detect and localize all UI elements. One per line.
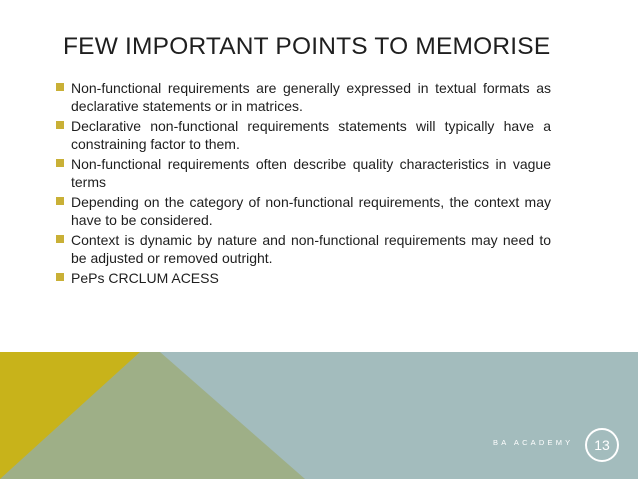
square-bullet-icon [56,121,64,129]
bullet-text: Depending on the category of non-functional requirements, the context may have to be considered. [71,194,551,228]
square-bullet-icon [56,235,64,243]
bullet-item [55,79,551,115]
bullet-item [55,193,551,229]
bullet-list [55,79,551,289]
bullet-text: Non-functional requirements often describe quality characteristics in vague terms [71,156,551,190]
footer-decoration [0,352,638,479]
bullet-item [55,117,551,153]
bullet-text: PePs CRCLUM ACESS [71,270,219,286]
page-number-text: 13 [594,437,610,453]
bullet-item [55,155,551,191]
bullet-text: Non-functional requirements are generally expressed in textual formats as declarative statements or in matrices. [71,80,551,114]
bullet-item [55,269,551,287]
square-bullet-icon [56,159,64,167]
page-number [585,428,619,462]
slide-title: FEW IMPORTANT POINTS TO MEMORISE [63,33,551,60]
bullet-text: Declarative non-functional requirements statements will typically have a constraining factor to them. [71,118,551,152]
square-bullet-icon [56,83,64,91]
brand-name: BA ACADEMY [493,438,574,447]
bullet-item [55,231,551,267]
square-bullet-icon [56,197,64,205]
bullet-text: Context is dynamic by nature and non-functional requirements may need to be adjusted or removed outright. [71,232,551,266]
square-bullet-icon [56,273,64,281]
